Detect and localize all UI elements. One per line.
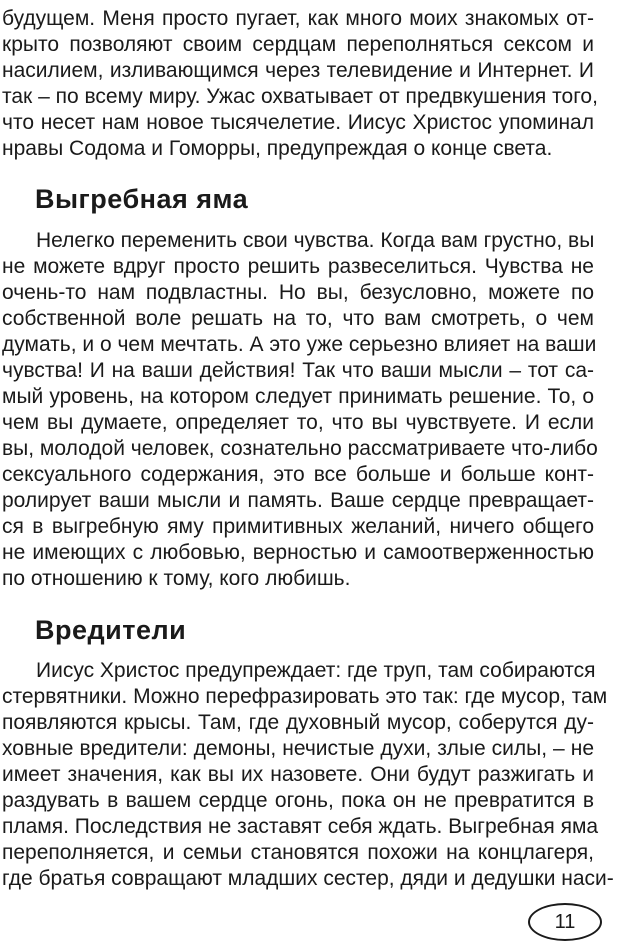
paragraph-line: не имеющих с любовью, верностью и самоотверженностью [2, 541, 594, 564]
paragraph-line: очень-то нам подвластны. Но вы, безусловно, можете по [2, 281, 594, 304]
section-heading: Выгребная яма [35, 184, 249, 214]
paragraph-line: раздувать в вашем сердце огонь, пока он не превратится в [2, 789, 594, 812]
paragraph-line: где братья совращают младших сестер, дяди и дедушки наси- [2, 867, 614, 890]
section-heading: Вредители [35, 615, 187, 645]
intro-line: будущем. Меня просто пугает, как много моих знакомых от- [2, 7, 594, 30]
paragraph-line: ховные вредители: демоны, нечистые духи, злые силы, – не [2, 737, 594, 760]
paragraph-line: появляются крысы. Там, где духовный мусор, соберутся ду- [2, 711, 594, 734]
paragraph-line: собственной воле решать на то, что вам смотреть, о чем [2, 307, 594, 330]
intro-line: так – по всему миру. Ужас охватывает от предвкушения того, [2, 85, 598, 108]
intro-line: что несет нам новое тысячелетие. Иисус Христос упоминал [2, 111, 594, 134]
paragraph-line: ролирует ваши мысли и память. Ваше сердце превращает- [2, 489, 594, 512]
paragraph-line: ся в выгребную яму примитивных желаний, ничего общего [2, 515, 594, 538]
paragraph-line: не можете вдруг просто решить развеселиться. Чувства не [2, 255, 594, 278]
paragraph-line: вы, молодой человек, сознательно рассматриваете что-либо [2, 437, 598, 460]
paragraph-line: думать, и о чем мечтать. А это уже серьезно влияет на ваши [2, 333, 597, 356]
paragraph-line: мый уровень, на котором следует принимать решение. То, о [2, 385, 594, 408]
page-number [528, 903, 602, 941]
page-number-text: 11 [554, 910, 576, 933]
intro-line: крыто позволяют своим сердцам переполняться сексом и [2, 33, 594, 56]
paragraph-line: переполняется, и семьи становятся похожи на концлагеря, [2, 841, 594, 864]
intro-line: насилием, изливающимся через телевидение и Интернет. И [2, 59, 594, 82]
paragraph-line: Нелегко переменить свои чувства. Когда вам грустно, вы [36, 229, 595, 252]
paragraph-line: стервятники. Можно перефразировать это так: где мусор, там [2, 685, 608, 708]
intro-line: нравы Содома и Гоморры, предупреждая о конце света. [2, 137, 553, 160]
paragraph-line: имеет значения, как вы их назовете. Они будут разжигать и [2, 763, 594, 786]
paragraph-line: сексуального содержания, это все больше и больше конт- [2, 463, 594, 486]
paragraph-line: по отношению к тому, кого любишь. [2, 567, 351, 590]
paragraph-line: чувства! И на ваши действия! Так что ваши мысли – тот са- [2, 359, 594, 382]
paragraph-line: Иисус Христос предупреждает: где труп, там собираются [36, 659, 596, 682]
paragraph-line: чем вы думаете, определяет то, что вы чувствуете. И если [2, 411, 594, 434]
paragraph-line: пламя. Последствия не заставят себя ждать. Выгребная яма [2, 815, 599, 838]
